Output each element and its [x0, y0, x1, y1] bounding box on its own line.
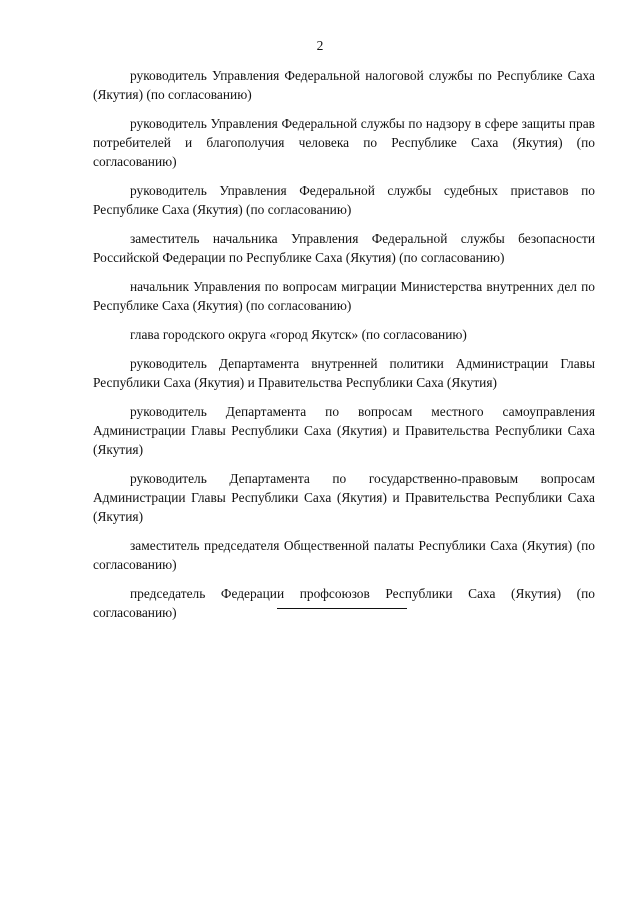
- members-list: [93, 66, 595, 632]
- list-item: руководитель Департамента по государственно-правовым вопросам Администрации Главы Республики Саха (Якутия) и Правительства Республики Саха (Якутия): [93, 471, 595, 524]
- list-item: руководитель Управления Федеральной службы судебных приставов по Республике Саха (Якутия) (по согласованию): [93, 183, 595, 217]
- list-item: заместитель начальника Управления Федеральной службы безопасности Российской Федерации по Республике Саха (Якутия) (по согласованию): [93, 231, 595, 265]
- list-item: руководитель Департамента по вопросам местного самоуправления Администрации Главы Республики Саха (Якутия) и Правительства Республики Саха (Якутия): [93, 404, 595, 457]
- end-separator-line: [277, 608, 407, 609]
- list-item: глава городского округа «город Якутск» (по согласованию): [130, 327, 467, 342]
- list-item: руководитель Департамента внутренней политики Администрации Главы Республики Саха (Якутия) и Правительства Республики Саха (Якутия): [93, 356, 595, 390]
- list-item: руководитель Управления Федеральной налоговой службы по Республике Саха (Якутия) (по согласованию): [93, 68, 595, 102]
- list-item: руководитель Управления Федеральной службы по надзору в сфере защиты прав потребителей и благополучия человека по Республике Саха (Якутия) (по согласованию): [93, 116, 595, 169]
- list-item: заместитель председателя Общественной палаты Республики Саха (Якутия) (по согласованию): [93, 538, 595, 572]
- list-item: председатель Федерации профсоюзов Республики Саха (Якутия) (по согласованию): [93, 586, 595, 620]
- list-item: начальник Управления по вопросам миграции Министерства внутренних дел по Республике Саха (Якутия) (по согласованию): [93, 279, 595, 313]
- page-number: 2: [316, 38, 324, 53]
